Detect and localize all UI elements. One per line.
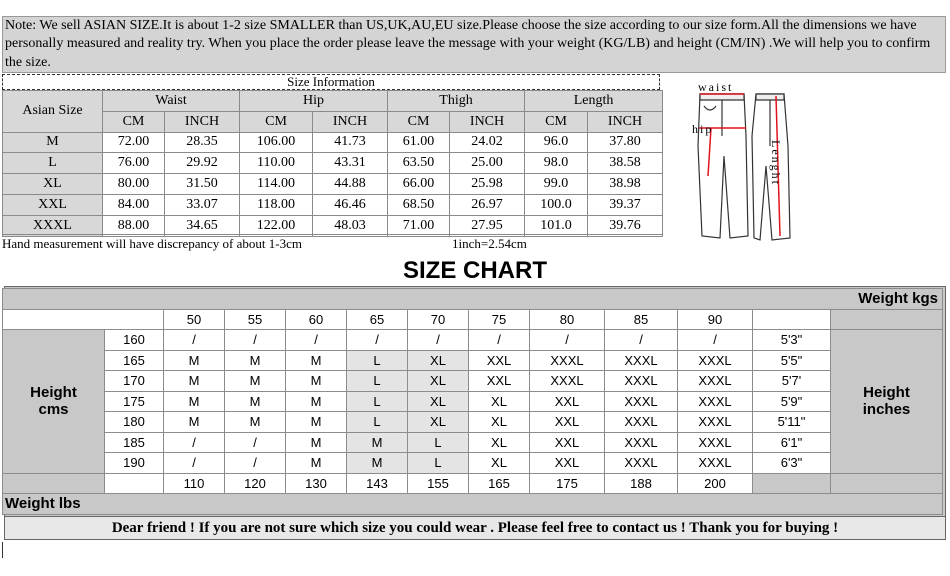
measure-group-header: Waist bbox=[103, 91, 240, 112]
measurement-cell: 72.00 bbox=[103, 132, 165, 153]
blank-cell bbox=[831, 309, 943, 330]
size-cell: XXXL bbox=[605, 432, 678, 453]
size-cell: M bbox=[286, 453, 347, 474]
table-row bbox=[3, 194, 663, 215]
size-cell: L bbox=[347, 391, 408, 412]
size-cell: XL bbox=[408, 412, 469, 433]
unit-header: CM bbox=[103, 111, 165, 132]
measurement-cell: 25.00 bbox=[450, 153, 525, 174]
unit-header: CM bbox=[525, 111, 588, 132]
size-chart-title: SIZE CHART bbox=[403, 257, 547, 284]
blank-cell bbox=[831, 473, 943, 494]
size-cell: XXL bbox=[530, 453, 605, 474]
edge-mark bbox=[2, 542, 3, 558]
size-label: XXXL bbox=[3, 215, 103, 236]
measurement-cell: 33.07 bbox=[165, 194, 240, 215]
asian-size-header: Asian Size bbox=[3, 91, 103, 133]
measurement-cell: 114.00 bbox=[240, 174, 313, 195]
table-row bbox=[3, 412, 943, 433]
size-cell: XL bbox=[408, 391, 469, 412]
unit-header: INCH bbox=[165, 111, 240, 132]
height-cm-cell: 170 bbox=[105, 371, 164, 392]
blank-cell bbox=[3, 309, 164, 330]
size-cell: XXL bbox=[469, 371, 530, 392]
measure-group-header: Hip bbox=[240, 91, 388, 112]
size-cell: / bbox=[469, 330, 530, 351]
measurement-cell: 29.92 bbox=[165, 153, 240, 174]
measurement-cell: 37.80 bbox=[588, 132, 663, 153]
size-cell: XXXL bbox=[678, 453, 753, 474]
measurement-cell: 31.50 bbox=[165, 174, 240, 195]
measurement-cell: 106.00 bbox=[240, 132, 313, 153]
size-cell: XXL bbox=[530, 412, 605, 433]
size-cell: M bbox=[286, 350, 347, 371]
measurement-cell: 80.00 bbox=[103, 174, 165, 195]
size-cell: / bbox=[225, 432, 286, 453]
size-cell: M bbox=[225, 371, 286, 392]
measurement-cell: 101.0 bbox=[525, 215, 588, 236]
measurement-cell: 48.03 bbox=[313, 215, 388, 236]
height-inch-cell: 5'3" bbox=[753, 330, 831, 351]
measurement-cell: 43.31 bbox=[313, 153, 388, 174]
size-label: L bbox=[3, 153, 103, 174]
measurement-cell: 96.0 bbox=[525, 132, 588, 153]
weight-lbs-header: 175 bbox=[530, 473, 605, 494]
size-label: XXL bbox=[3, 194, 103, 215]
size-cell: / bbox=[225, 330, 286, 351]
measurement-cell: 110.00 bbox=[240, 153, 313, 174]
height-cms-label bbox=[3, 330, 105, 474]
unit-header: INCH bbox=[313, 111, 388, 132]
measure-group-header: Thigh bbox=[388, 91, 525, 112]
size-cell: M bbox=[286, 432, 347, 453]
size-cell: / bbox=[530, 330, 605, 351]
weight-kg-header: 70 bbox=[408, 309, 469, 330]
size-cell: M bbox=[164, 391, 225, 412]
measurement-cell: 118.00 bbox=[240, 194, 313, 215]
size-information-section bbox=[2, 74, 662, 253]
size-cell: M bbox=[286, 412, 347, 433]
size-cell: XXXL bbox=[605, 350, 678, 371]
size-cell: XXXL bbox=[605, 453, 678, 474]
weight-kg-header: 75 bbox=[469, 309, 530, 330]
measurement-cell: 100.0 bbox=[525, 194, 588, 215]
blank-cell bbox=[105, 473, 164, 494]
measurement-cell: 46.46 bbox=[313, 194, 388, 215]
weight-lbs-header: 120 bbox=[225, 473, 286, 494]
table-row bbox=[3, 453, 943, 474]
size-information-table bbox=[2, 90, 663, 237]
size-cell: M bbox=[225, 350, 286, 371]
measurement-cell: 61.00 bbox=[388, 132, 450, 153]
size-cell: / bbox=[286, 330, 347, 351]
size-cell: XXXL bbox=[678, 391, 753, 412]
size-cell: XL bbox=[408, 350, 469, 371]
table-row bbox=[3, 371, 943, 392]
table-row bbox=[3, 432, 943, 453]
weight-kg-header: 65 bbox=[347, 309, 408, 330]
size-cell: / bbox=[408, 330, 469, 351]
size-cell: L bbox=[347, 371, 408, 392]
measurement-cell: 76.00 bbox=[103, 153, 165, 174]
weight-kg-header: 80 bbox=[530, 309, 605, 330]
size-information-caption: Size Information bbox=[2, 74, 660, 90]
size-cell: XXXL bbox=[678, 371, 753, 392]
size-cell: XXL bbox=[530, 432, 605, 453]
height-inch-cell: 6'3" bbox=[753, 453, 831, 474]
size-cell: L bbox=[408, 432, 469, 453]
size-cell: / bbox=[164, 453, 225, 474]
measurement-cell: 63.50 bbox=[388, 153, 450, 174]
measurement-cell: 122.00 bbox=[240, 215, 313, 236]
size-cell: M bbox=[286, 391, 347, 412]
weight-lbs-header: 110 bbox=[164, 473, 225, 494]
measurement-cell: 28.35 bbox=[165, 132, 240, 153]
size-cell: / bbox=[678, 330, 753, 351]
size-cell: XL bbox=[469, 391, 530, 412]
table-row bbox=[3, 215, 663, 236]
size-information-footer bbox=[2, 234, 662, 253]
size-cell: M bbox=[347, 453, 408, 474]
height-inch-cell: 5'11" bbox=[753, 412, 831, 433]
size-cell: XL bbox=[469, 412, 530, 433]
table-row bbox=[3, 132, 663, 153]
info-header-row bbox=[3, 91, 663, 112]
pants-measurement-diagram bbox=[664, 76, 946, 252]
size-cell: XXXL bbox=[605, 371, 678, 392]
size-cell: / bbox=[225, 453, 286, 474]
weight-lbs-header: 130 bbox=[286, 473, 347, 494]
unit-header: CM bbox=[388, 111, 450, 132]
contact-message: Dear friend ! If you are not sure which size you could wear . Please feel free to contact us ! Thank you for buying ! bbox=[4, 516, 946, 540]
table-row bbox=[3, 350, 943, 371]
measurement-cell: 66.00 bbox=[388, 174, 450, 195]
height-inch-cell: 5'5" bbox=[753, 350, 831, 371]
height-cm-cell: 180 bbox=[105, 412, 164, 433]
size-cell: XXXL bbox=[605, 412, 678, 433]
height-cm-cell: 190 bbox=[105, 453, 164, 474]
size-cell: XL bbox=[469, 432, 530, 453]
height-cm-cell: 160 bbox=[105, 330, 164, 351]
size-cell: XXXL bbox=[605, 391, 678, 412]
weight-lbs-header: 143 bbox=[347, 473, 408, 494]
size-cell: XXXL bbox=[530, 371, 605, 392]
inch-conversion-note: 1inch=2.54cm bbox=[452, 236, 527, 251]
measurement-cell: 25.98 bbox=[450, 174, 525, 195]
size-note: Note: We sell ASIAN SIZE.It is about 1-2 size SMALLER than US,UK,AU,EU size.Please choose the size according to our size form.All the dimensions we have personally measured and reality try. When you place the order please leave the message with your weight (KG/LB) and height (CM/IN) .We will help you to confirm the size. bbox=[2, 16, 946, 73]
height-inch-cell: 6'1" bbox=[753, 432, 831, 453]
unit-header: INCH bbox=[588, 111, 663, 132]
size-cell: XL bbox=[408, 371, 469, 392]
measurement-cell: 68.50 bbox=[388, 194, 450, 215]
size-cell: M bbox=[286, 371, 347, 392]
size-cell: M bbox=[164, 412, 225, 433]
size-cell: L bbox=[347, 412, 408, 433]
measurement-cell: 88.00 bbox=[103, 215, 165, 236]
weight-kgs-label-row bbox=[3, 289, 943, 310]
weight-kg-header: 55 bbox=[225, 309, 286, 330]
size-label: XL bbox=[3, 174, 103, 195]
unit-header: CM bbox=[240, 111, 313, 132]
measurement-cell: 38.98 bbox=[588, 174, 663, 195]
size-cell: L bbox=[408, 453, 469, 474]
weight-kgs-label: Weight kgs bbox=[3, 289, 943, 310]
measurement-cell: 84.00 bbox=[103, 194, 165, 215]
table-row bbox=[3, 174, 663, 195]
weight-lbs-header: 165 bbox=[469, 473, 530, 494]
weight-lbs-label-row bbox=[3, 494, 943, 515]
measurement-cell: 27.95 bbox=[450, 215, 525, 236]
measurement-cell: 24.02 bbox=[450, 132, 525, 153]
table-row bbox=[3, 153, 663, 174]
size-cell: M bbox=[225, 391, 286, 412]
measurement-cell: 39.37 bbox=[588, 194, 663, 215]
size-cell: / bbox=[164, 330, 225, 351]
blank-cell bbox=[753, 309, 831, 330]
size-chart-table bbox=[2, 288, 943, 515]
measurement-cell: 71.00 bbox=[388, 215, 450, 236]
weight-kg-header: 85 bbox=[605, 309, 678, 330]
height-cms-label-line: cms bbox=[38, 401, 69, 419]
weight-lbs-header: 155 bbox=[408, 473, 469, 494]
measurement-cell: 34.65 bbox=[165, 215, 240, 236]
measurement-cell: 98.0 bbox=[525, 153, 588, 174]
unit-header: INCH bbox=[450, 111, 525, 132]
weight-kg-header: 90 bbox=[678, 309, 753, 330]
length-label: Lenght bbox=[769, 140, 783, 186]
size-label: M bbox=[3, 132, 103, 153]
hip-label: hip bbox=[692, 122, 714, 136]
measure-group-header: Length bbox=[525, 91, 663, 112]
size-cell: XXL bbox=[530, 391, 605, 412]
height-inches-label bbox=[831, 330, 943, 474]
size-cell: / bbox=[347, 330, 408, 351]
table-row bbox=[3, 391, 943, 412]
weight-lbs-row bbox=[3, 473, 943, 494]
size-cell: / bbox=[605, 330, 678, 351]
waist-label: waist bbox=[698, 80, 734, 94]
measurement-cell: 26.97 bbox=[450, 194, 525, 215]
height-inches-label-line: Height bbox=[863, 384, 910, 402]
size-cell: XXXL bbox=[678, 412, 753, 433]
size-cell: XXL bbox=[469, 350, 530, 371]
measurement-cell: 39.76 bbox=[588, 215, 663, 236]
size-cell: M bbox=[225, 412, 286, 433]
size-cell: M bbox=[164, 350, 225, 371]
size-cell: L bbox=[347, 350, 408, 371]
measurement-cell: 38.58 bbox=[588, 153, 663, 174]
height-cm-cell: 175 bbox=[105, 391, 164, 412]
weight-lbs-header: 188 bbox=[605, 473, 678, 494]
size-cell: XXXL bbox=[530, 350, 605, 371]
measurement-cell: 99.0 bbox=[525, 174, 588, 195]
height-inch-cell: 5'9" bbox=[753, 391, 831, 412]
weight-lbs-header: 200 bbox=[678, 473, 753, 494]
size-cell: XL bbox=[469, 453, 530, 474]
table-row bbox=[3, 330, 943, 351]
blank-cell bbox=[753, 473, 831, 494]
size-cell: XXXL bbox=[678, 350, 753, 371]
blank-cell bbox=[3, 473, 105, 494]
size-cell: M bbox=[164, 371, 225, 392]
measurement-discrepancy-note: Hand measurement will have discrepancy of about 1-3cm bbox=[2, 236, 302, 251]
height-inch-cell: 5'7' bbox=[753, 371, 831, 392]
measurement-cell: 41.73 bbox=[313, 132, 388, 153]
weight-kg-header: 60 bbox=[286, 309, 347, 330]
size-cell: / bbox=[164, 432, 225, 453]
pants-illustration bbox=[664, 76, 946, 252]
weight-kg-header: 50 bbox=[164, 309, 225, 330]
weight-kgs-row bbox=[3, 309, 943, 330]
size-cell: XXXL bbox=[678, 432, 753, 453]
height-cm-cell: 165 bbox=[105, 350, 164, 371]
measurement-cell: 44.88 bbox=[313, 174, 388, 195]
height-cm-cell: 185 bbox=[105, 432, 164, 453]
weight-lbs-label: Weight lbs bbox=[3, 494, 943, 515]
height-cms-label-line: Height bbox=[30, 384, 77, 402]
size-cell: M bbox=[347, 432, 408, 453]
height-inches-label-line: inches bbox=[862, 401, 911, 419]
